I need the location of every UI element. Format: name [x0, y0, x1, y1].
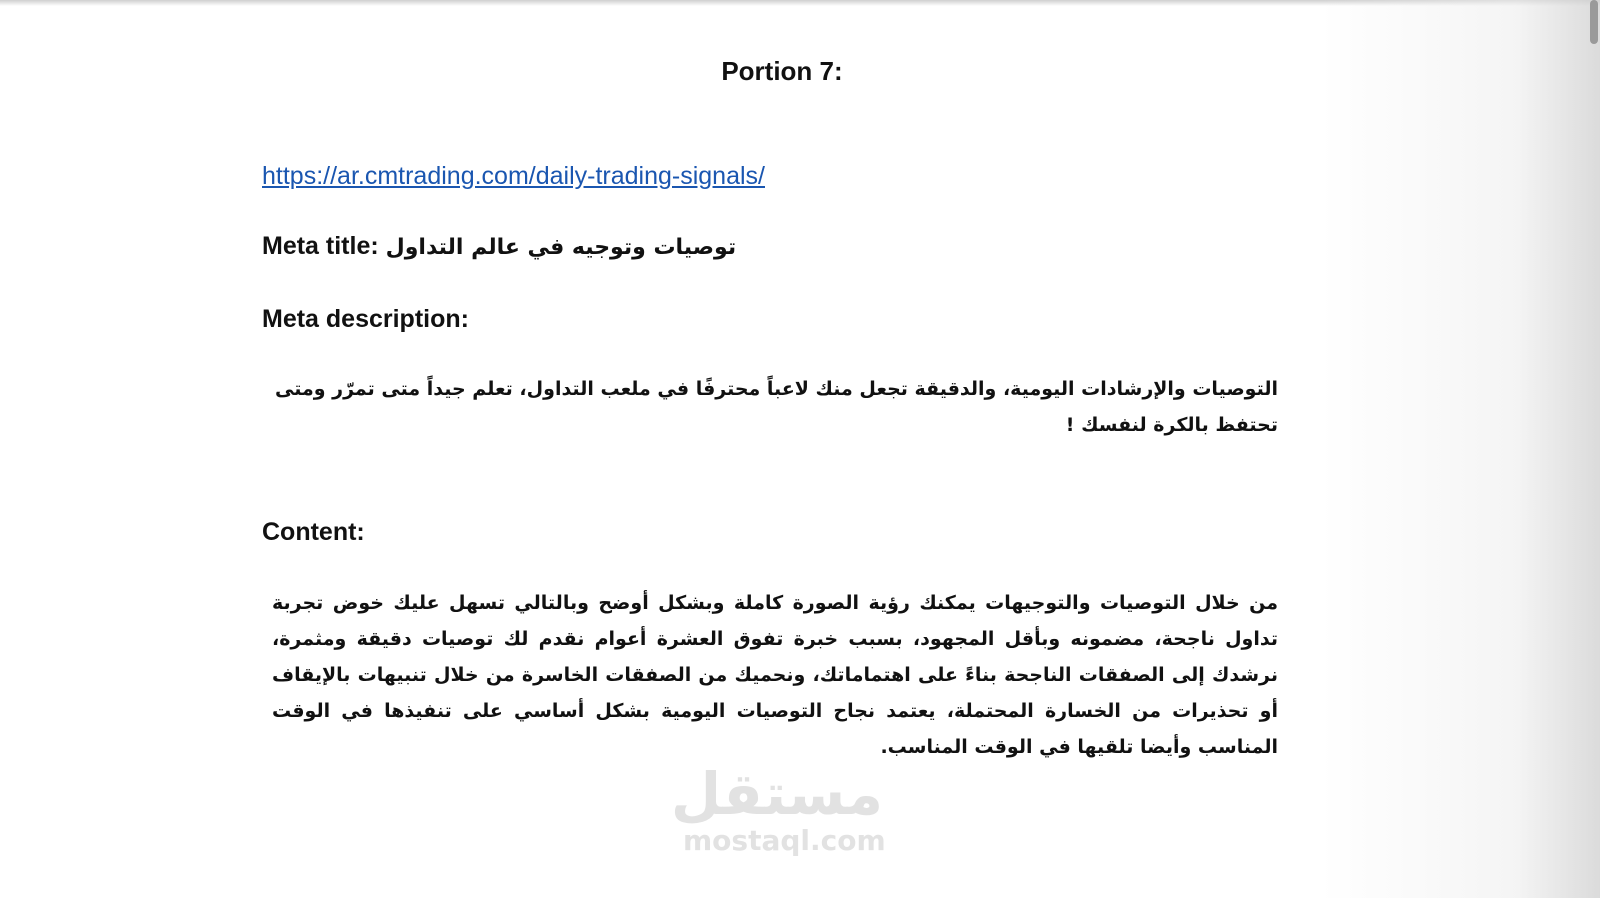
- meta-title-label: Meta title:: [262, 232, 379, 260]
- watermark-latin: mostaql.com: [683, 824, 886, 857]
- meta-description-label: Meta description:: [262, 305, 469, 333]
- meta-description-text: التوصيات والإرشادات اليومية، والدقيقة تجعل منك لاعباً محترفًا في ملعب التداول، تعلم جيداً متى تمرّر ومتى تحتفظ بالكرة لنفسك !: [274, 378, 1278, 436]
- content-text: من خلال التوصيات والتوجيهات يمكنك رؤية الصورة كاملة وبشكل أوضح وبالتالي تسهل عليك خوض تجربة تداول ناجحة، مضمونه وبأقل المجهود، بسبب خبرة تفوق العشرة أعوام نقدم لك توصيات دقيقة ومثمرة، نرشدك إلى الصفقات الناجحة بناءً على اهتماماتك، ونحميك من الصفقات الخاسرة من خلال تنبيهات بالإيقاف أو تحذيرات من الخسارة المحتملة، يعتمد نجاح التوصيات اليومية بشكل أساسي على تنفيذها في الوقت المناسب وأيضا تلقيها في الوقت المناسب.: [272, 592, 1278, 758]
- page-url-link[interactable]: https://ar.cmtrading.com/daily-trading-signals/: [262, 162, 765, 190]
- mostaql-watermark: [670, 760, 886, 857]
- watermark-arabic: مستقل: [670, 760, 883, 828]
- meta-title-value: توصيات وتوجيه في عالم التداول: [385, 235, 737, 260]
- portion-title: Portion 7:: [721, 56, 843, 86]
- content-label: Content:: [262, 518, 365, 546]
- page-edge-shade: [1320, 0, 1600, 898]
- meta-title-line: [262, 232, 736, 261]
- scrollbar-thumb[interactable]: [1590, 0, 1598, 44]
